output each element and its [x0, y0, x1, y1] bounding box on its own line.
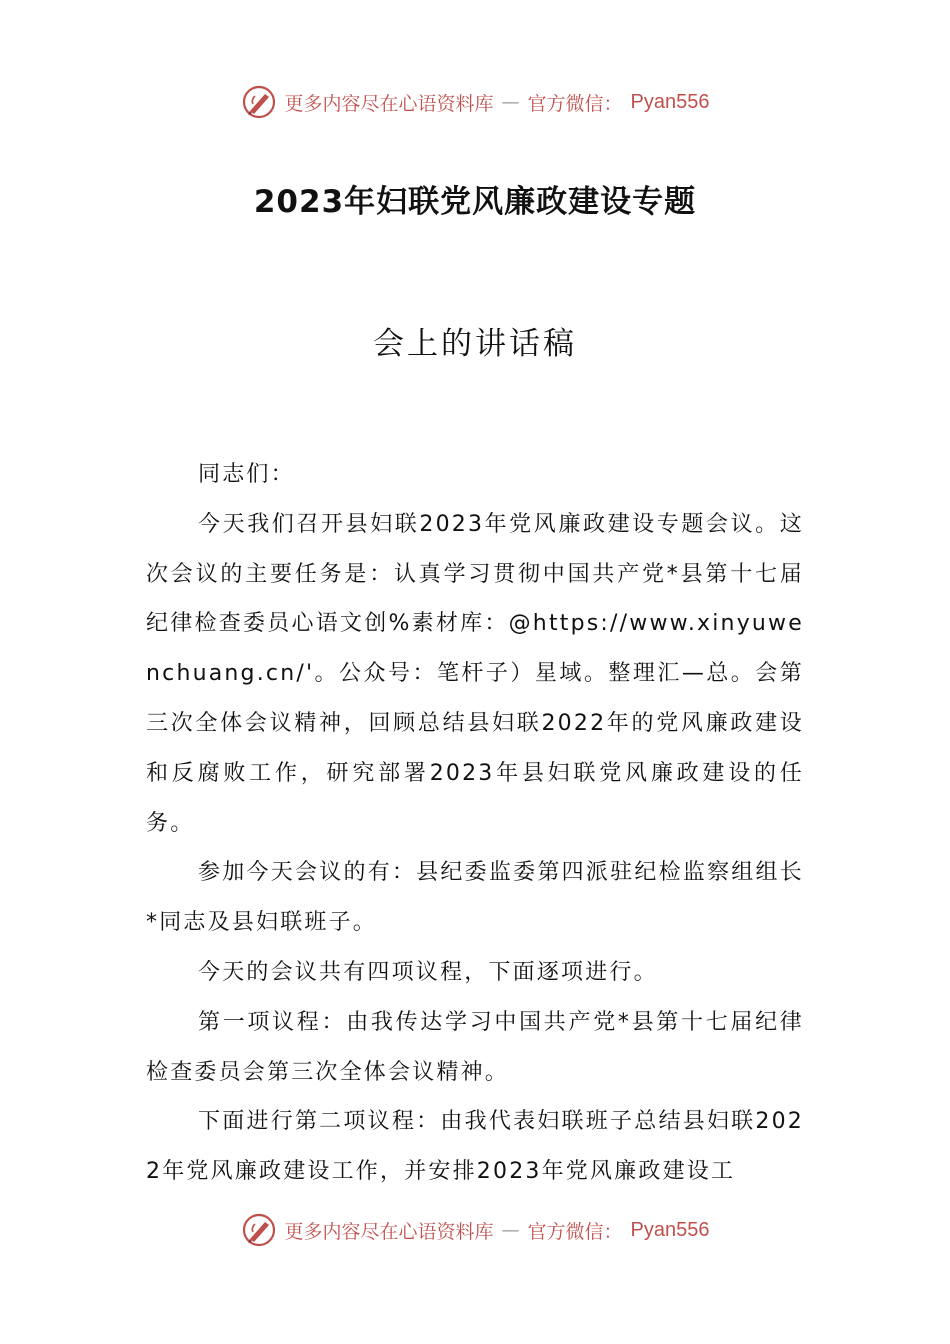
- watermark-id: Pyan556: [630, 1218, 710, 1241]
- watermark-text: 更多内容尽在心语资料库: [284, 92, 494, 115]
- paragraph: 下面进行第二项议程：由我代表妇联班子总结县妇联2022年党风廉政建设工作，并安排2023年党风廉政建设工: [146, 1109, 804, 1185]
- pen-logo-icon: [241, 84, 277, 120]
- paragraph-salutation: 同志们：: [198, 462, 295, 487]
- watermark-header: [0, 84, 950, 120]
- paragraph: 今天我们召开县妇联2023年党风廉政建设专题会议。这次会议的主要任务是：认真学习贯彻中国共产党*县第十七届纪律检查委员心语文创%素材库：@https://www.xinyuwenchuang.cn/'。公众号：笔杆子）星域。整理汇—总。会第三次全体会议精神，回顾总结县妇联2022年的党风廉政建设和反腐败工作，研究部署2023年县妇联党风廉政建设的任务。: [146, 511, 804, 836]
- watermark-footer: [0, 1212, 950, 1248]
- watermark-id: Pyan556: [630, 90, 710, 113]
- watermark-label: 官方微信：: [527, 92, 623, 115]
- document-body: [146, 450, 804, 1197]
- document-title-line2: 会上的讲话稿: [373, 326, 577, 362]
- watermark-text: 更多内容尽在心语资料库: [284, 1220, 494, 1243]
- paragraph: 参加今天会议的有：县纪委监委第四派驻纪检监察组组长*同志及县妇联班子。: [146, 860, 804, 936]
- watermark-label: 官方微信：: [527, 1220, 623, 1243]
- paragraph: 第一项议程：由我传达学习中国共产党*县第十七届纪律检查委员会第三次全体会议精神。: [146, 1009, 804, 1085]
- watermark-separator: —: [501, 91, 520, 113]
- pen-logo-icon: [241, 1212, 277, 1248]
- document-title-line1: 2023年妇联党风廉政建设专题: [253, 184, 697, 220]
- watermark-separator: —: [501, 1219, 520, 1241]
- paragraph: 今天的会议共有四项议程，下面逐项进行。: [198, 959, 658, 985]
